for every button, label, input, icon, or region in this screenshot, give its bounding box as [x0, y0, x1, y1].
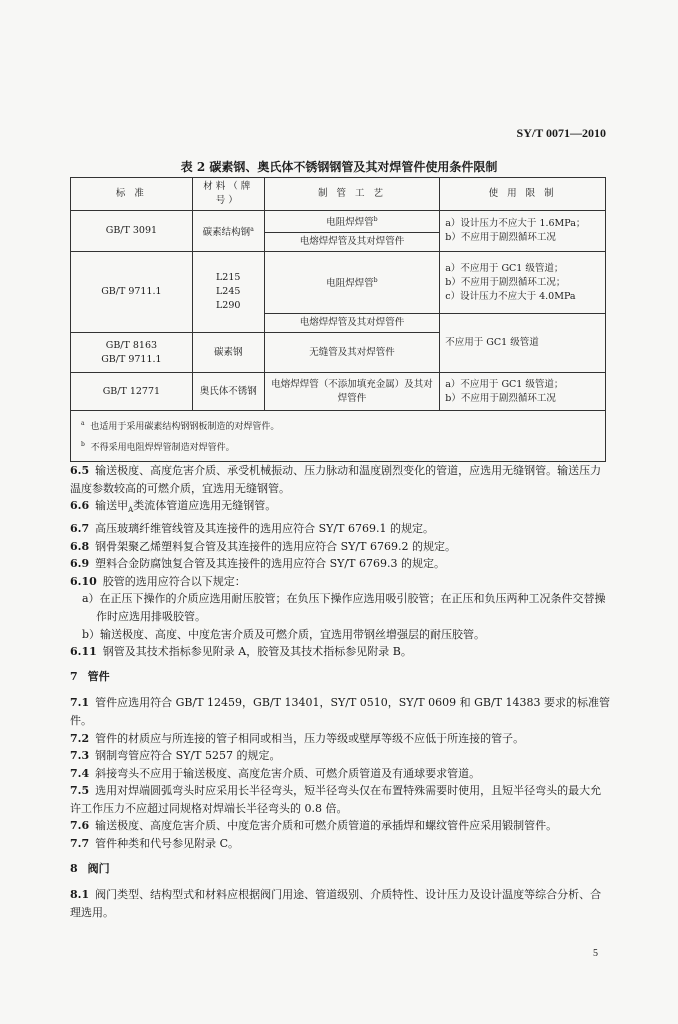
usage-limit-table: [70, 177, 606, 462]
clause-7-3: 7.3 钢制弯管应符合 SY/T 5257 的规定。: [70, 749, 281, 763]
cell-process: 电熔焊焊管（不添加填充金属）及其对焊管件: [264, 373, 440, 411]
body-text: [70, 462, 610, 921]
clause-7-7: 7.7 管件种类和代号参见附录 C。: [70, 837, 240, 851]
table-notes: [71, 411, 606, 462]
cell-standard: GB/T 12771: [71, 373, 193, 411]
cell-material: 碳素钢: [192, 333, 264, 373]
clause-7-1: 7.1 管件应选用符合 GB/T 12459，GB/T 13401，SY/T 0510，SY/T 0609 和 GB/T 14383 要求的标准管件。: [70, 696, 610, 727]
clause-6-6: 6.6 输送甲$_A$类流体管道应选用无缝钢管。: [70, 499, 277, 515]
clause-7-5: 7.5 选用对焊端圆弧弯头时应采用长半径弯头，短半径弯头仅在布置特殊需要时使用，且短半径弯头的最大允许工作压力不应超过同规格对焊端长半径弯头的 0.8 倍。: [70, 784, 602, 815]
table-title: 表 2 碳素钢、奥氏体不锈钢钢管及其对焊管件使用条件限制: [180, 160, 498, 174]
section-8-heading: 8 阀门: [70, 861, 110, 875]
cell-standard: GB/T 8163 GB/T 9711.1: [71, 333, 193, 373]
clause-6-10: 6.10 胶管的选用应符合以下规定：: [70, 574, 246, 588]
cell-process: 电熔焊焊管及其对焊管件: [264, 314, 440, 333]
table-header-row: [71, 178, 606, 211]
clause-6-9: 6.9 塑料合金防腐蚀复合管及其连接件的选用应符合 SY/T 6769.3 的规定。: [70, 557, 445, 571]
header-process: 制 管 工 艺: [264, 178, 440, 211]
cell-process: 电熔焊焊管及其对焊管件: [264, 233, 440, 252]
header-limit: 使 用 限 制: [440, 178, 606, 211]
page-number: 5: [593, 948, 598, 959]
table-row: [71, 373, 606, 411]
clause-6-5: 6.5 输送极度、高度危害介质、承受机械振动、压力脉动和温度剧烈变化的管道，应选用无缝钢管。输送压力温度参数较高的可燃介质，宜选用无缝钢管。: [70, 464, 602, 495]
clause-7-4: 7.4 斜接弯头不应用于输送极度、高度危害介质、可燃介质管道及有通球要求管道。: [70, 766, 481, 780]
cell-material: 碳素结构钢$^a$: [192, 211, 264, 252]
header-standard: 标 准: [71, 178, 193, 211]
table-row: [71, 252, 606, 314]
cell-standard: GB/T 9711.1: [71, 252, 193, 333]
cell-limit: 不应用于 GC1 级管道: [440, 314, 606, 373]
note-b: $^b$ 不得采用电阻焊焊管制造对焊管件。: [81, 441, 235, 454]
cell-material: 奥氏体不锈钢: [192, 373, 264, 411]
table-notes-row: [71, 411, 606, 462]
header-material: 材料（牌号）: [192, 178, 264, 211]
clause-6-10-a: a）在正压下操作的介质应选用耐压胶管；在负压下操作应选用吸引胶管；在正压和负压两种工况条件交替操作时应选用排吸胶管。: [82, 592, 606, 623]
cell-process: 无缝管及其对焊管件: [264, 333, 440, 373]
section-7-heading: 7 管件: [70, 669, 110, 683]
clause-6-11: 6.11 钢管及其技术指标参见附录 A，胶管及其技术指标参见附录 B。: [70, 645, 412, 659]
table-row: [71, 211, 606, 233]
clause-6-10-b: b）输送极度、高度、中度危害介质及可燃介质，宜选用带钢丝增强层的耐压胶管。: [82, 627, 486, 641]
cell-process: 电阻焊焊管$^b$: [264, 211, 440, 233]
clause-8-1: 8.1 阀门类型、结构型式和材料应根据阀门用途、管道级别、介质特性、设计压力及设计温度等综合分析、合理选用。: [70, 888, 602, 919]
cell-limit: a）设计压力不应大于 1.6MPa； b）不应用于剧烈循环工况: [440, 211, 606, 252]
cell-material: L215 L245 L290: [192, 252, 264, 333]
clause-7-2: 7.2 管件的材质应与所连接的管子相同或相当，压力等级或壁厚等级不应低于所连接的管子。: [70, 731, 525, 745]
cell-limit: a）不应用于 GC1 级管道； b）不应用于剧烈循环工况: [440, 373, 606, 411]
clause-6-7: 6.7 高压玻璃纤维管线管及其连接件的选用应符合 SY/T 6769.1 的规定。: [70, 521, 434, 535]
standard-code: SY/T 0071—2010: [516, 126, 606, 140]
cell-limit: a）不应用于 GC1 级管道； b）不应用于剧烈循环工况； c）设计压力不应大于 4.0MPa: [440, 252, 606, 314]
clause-7-6: 7.6 输送极度、高度危害介质、中度危害介质和可燃介质管道的承插焊和螺纹管件应采用锻制管件。: [70, 819, 558, 833]
cell-standard: GB/T 3091: [71, 211, 193, 252]
clause-6-8: 6.8 钢骨架聚乙烯塑料复合管及其连接件的选用应符合 SY/T 6769.2 的规定。: [70, 539, 456, 553]
note-a: $^a$ 也适用于采用碳素结构钢钢板制造的对焊管件。: [81, 420, 280, 433]
cell-process: 电阻焊焊管$^b$: [264, 252, 440, 314]
